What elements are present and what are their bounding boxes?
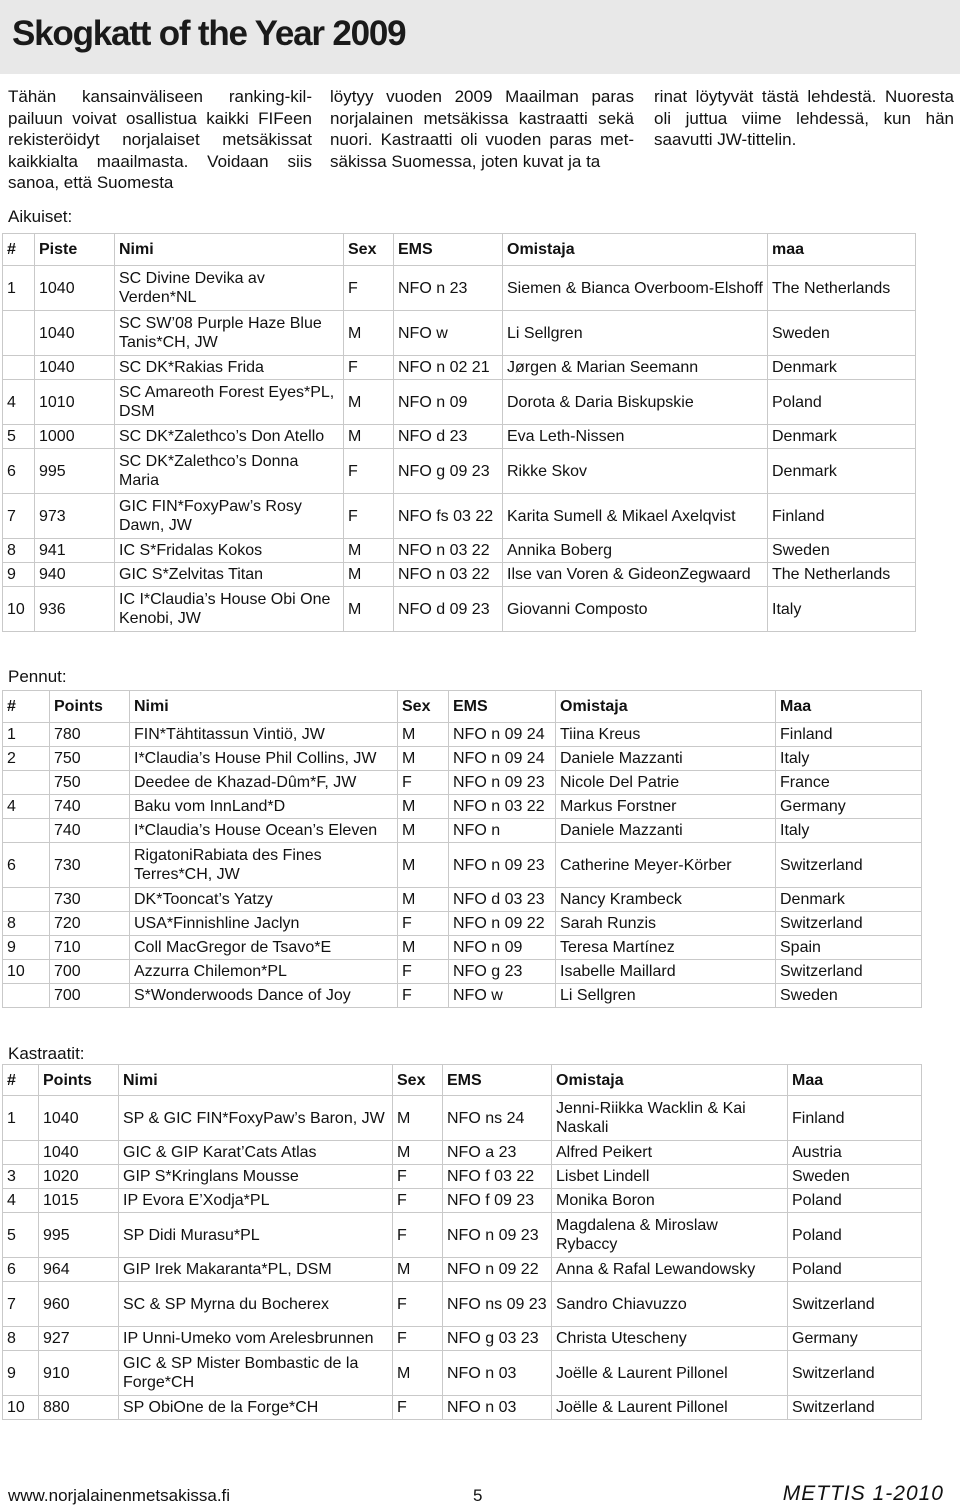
adults-section-label: Aikuiset: [8, 207, 73, 226]
country-cell: Switzerland [776, 912, 922, 936]
rank-cell: 6 [3, 449, 35, 494]
name-cell: SC DK*Rakias Frida [115, 356, 344, 380]
country-cell: Denmark [768, 449, 916, 494]
owner-cell: Daniele Mazzanti [556, 747, 776, 771]
country-cell: Poland [788, 1258, 922, 1282]
points-cell: 995 [35, 449, 115, 494]
sex-cell: F [393, 1189, 443, 1213]
col-header-points: Piste [35, 234, 115, 266]
points-cell: 910 [39, 1351, 119, 1396]
owner-cell: Dorota & Daria Biskupskie [503, 380, 768, 425]
col-header-ems: EMS [443, 1065, 552, 1096]
owner-cell: Alfred Peikert [552, 1141, 788, 1165]
country-cell: Sweden [776, 984, 922, 1008]
col-header-country: Maa [776, 691, 922, 723]
rank-cell: 10 [3, 587, 35, 632]
points-cell: 750 [50, 771, 130, 795]
ems-cell: NFO f 03 22 [443, 1165, 552, 1189]
country-cell: Sweden [788, 1165, 922, 1189]
col-header-owner: Omistaja [556, 691, 776, 723]
owner-cell: Li Sellgren [556, 984, 776, 1008]
sex-cell: F [344, 266, 394, 311]
rank-cell [3, 888, 50, 912]
points-cell: 964 [39, 1258, 119, 1282]
rank-cell: 5 [3, 425, 35, 449]
rank-cell [3, 819, 50, 843]
country-cell: Switzerland [776, 960, 922, 984]
name-cell: Deedee de Khazad-Dûm*F, JW [130, 771, 398, 795]
table-row [3, 266, 916, 311]
name-cell: Coll MacGregor de Tsavo*E [130, 936, 398, 960]
points-cell: 740 [50, 795, 130, 819]
name-cell: SP & GIC FIN*FoxyPaw’s Baron, JW [119, 1096, 393, 1141]
rank-cell: 2 [3, 747, 50, 771]
col-header-rank: # [3, 234, 35, 266]
name-cell: DK*Tooncat’s Yatzy [130, 888, 398, 912]
table-row [3, 819, 922, 843]
rank-cell: 9 [3, 1351, 39, 1396]
name-cell: SC DK*Zalethco’s Don Atello [115, 425, 344, 449]
ems-cell: NFO n [449, 819, 556, 843]
name-cell: Baku vom InnLand*D [130, 795, 398, 819]
owner-cell: Nicole Del Patrie [556, 771, 776, 795]
ems-cell: NFO ns 09 23 [443, 1282, 552, 1327]
table-row [3, 888, 922, 912]
ems-cell: NFO d 23 [394, 425, 503, 449]
rank-cell [3, 356, 35, 380]
adults-table-body [3, 266, 916, 632]
table-row [3, 1141, 922, 1165]
ems-cell: NFO fs 03 22 [394, 494, 503, 539]
col-header-rank: # [3, 1065, 39, 1096]
sex-cell: F [398, 984, 449, 1008]
rank-cell: 9 [3, 936, 50, 960]
owner-cell: Anna & Rafal Lewandowsky [552, 1258, 788, 1282]
points-cell: 700 [50, 984, 130, 1008]
name-cell: IC S*Fridalas Kokos [115, 539, 344, 563]
table-row [3, 960, 922, 984]
owner-cell: Isabelle Maillard [556, 960, 776, 984]
points-cell: 1040 [39, 1096, 119, 1141]
ems-cell: NFO n 09 22 [449, 912, 556, 936]
sex-cell: M [344, 425, 394, 449]
points-cell: 995 [39, 1213, 119, 1258]
page-title: Skogkatt of the Year 2009 [12, 14, 406, 53]
rank-cell [3, 311, 35, 356]
country-cell: Finland [788, 1096, 922, 1141]
ems-cell: NFO n 09 [449, 936, 556, 960]
rank-cell: 1 [3, 266, 35, 311]
ems-cell: NFO n 09 24 [449, 723, 556, 747]
points-cell: 710 [50, 936, 130, 960]
ems-cell: NFO g 23 [449, 960, 556, 984]
col-header-name: Nimi [130, 691, 398, 723]
col-header-name: Nimi [115, 234, 344, 266]
adults-table [2, 233, 916, 632]
table-row [3, 1258, 922, 1282]
col-header-rank: # [3, 691, 50, 723]
sex-cell: M [344, 539, 394, 563]
kittens-table [2, 690, 922, 1008]
name-cell: IP Unni-Umeko vom Arelesbrunnen [119, 1327, 393, 1351]
points-cell: 1040 [35, 266, 115, 311]
name-cell: I*Claudia’s House Phil Collins, JW [130, 747, 398, 771]
owner-cell: Karita Sumell & Mikael Axelqvist [503, 494, 768, 539]
points-cell: 1040 [39, 1141, 119, 1165]
rank-cell: 10 [3, 1396, 39, 1420]
country-cell: Poland [788, 1189, 922, 1213]
rank-cell: 3 [3, 1165, 39, 1189]
rank-cell: 10 [3, 960, 50, 984]
country-cell: Denmark [768, 425, 916, 449]
ems-cell: NFO ns 24 [443, 1096, 552, 1141]
sex-cell: F [393, 1327, 443, 1351]
sex-cell: M [398, 723, 449, 747]
table-row [3, 587, 916, 632]
sex-cell: F [393, 1396, 443, 1420]
sex-cell: M [398, 795, 449, 819]
name-cell: SC SW’08 Purple Haze Blue Tanis*CH, JW [115, 311, 344, 356]
sex-cell: F [398, 771, 449, 795]
sex-cell: F [393, 1213, 443, 1258]
country-cell: Switzerland [788, 1351, 922, 1396]
magazine-issue: METTIS 1-2010 [782, 1482, 944, 1505]
sex-cell: F [398, 912, 449, 936]
table-row [3, 723, 922, 747]
points-cell: 880 [39, 1396, 119, 1420]
neuters-table-body [3, 1096, 922, 1420]
ems-cell: NFO n 03 22 [394, 539, 503, 563]
ems-cell: NFO n 23 [394, 266, 503, 311]
intro-column-2: löytyy vuoden 2009 Maailman paras norjalainen metsäkissa kastraatti sekä nuori. Kastraatti oli vuoden paras metsäkissa Suomessa, joten kuvat ja ta [330, 87, 634, 171]
country-cell: Poland [768, 380, 916, 425]
name-cell: I*Claudia’s House Ocean’s Eleven [130, 819, 398, 843]
name-cell: S*Wonderwoods Dance of Joy [130, 984, 398, 1008]
name-cell: GIC & SP Mister Bombastic de la Forge*CH [119, 1351, 393, 1396]
name-cell: GIC FIN*FoxyPaw’s Rosy Dawn, JW [115, 494, 344, 539]
col-header-sex: Sex [344, 234, 394, 266]
country-cell: Italy [776, 747, 922, 771]
owner-cell: Catherine Meyer-Körber [556, 843, 776, 888]
name-cell: SC Amareoth Forest Eyes*PL, DSM [115, 380, 344, 425]
table-row [3, 1327, 922, 1351]
ems-cell: NFO n 09 23 [449, 843, 556, 888]
page-number: 5 [473, 1486, 483, 1505]
ems-cell: NFO a 23 [443, 1141, 552, 1165]
name-cell: SC DK*Zalethco’s Donna Maria [115, 449, 344, 494]
country-cell: Denmark [768, 356, 916, 380]
table-row [3, 936, 922, 960]
country-cell: Germany [776, 795, 922, 819]
ems-cell: NFO n 03 22 [449, 795, 556, 819]
owner-cell: Tiina Kreus [556, 723, 776, 747]
owner-cell: Nancy Krambeck [556, 888, 776, 912]
footer-url: www.norjalainenmetsakissa.fi [8, 1486, 231, 1505]
ems-cell: NFO n 02 21 [394, 356, 503, 380]
owner-cell: Siemen & Bianca Overboom-Elshoff [503, 266, 768, 311]
owner-cell: Daniele Mazzanti [556, 819, 776, 843]
sex-cell: F [344, 494, 394, 539]
sex-cell: M [398, 888, 449, 912]
country-cell: The Netherlands [768, 563, 916, 587]
table-row [3, 539, 916, 563]
table-row [3, 843, 922, 888]
rank-cell [3, 984, 50, 1008]
rank-cell: 4 [3, 795, 50, 819]
ems-cell: NFO n 09 23 [449, 771, 556, 795]
points-cell: 730 [50, 888, 130, 912]
points-cell: 780 [50, 723, 130, 747]
owner-cell: Jørgen & Marian Seemann [503, 356, 768, 380]
rank-cell: 8 [3, 912, 50, 936]
table-row [3, 449, 916, 494]
intro-column-1: Tähän kansainväliseen ranking-kilpailuun voivat osallistua kaikki FIFeen rekisteröidyt norjalaiset metsäkissat kaikkialta maailmasta. Voidaan siis sanoa, että Suomesta [8, 87, 312, 192]
owner-cell: Ilse van Voren & GideonZegwaard [503, 563, 768, 587]
points-cell: 1010 [35, 380, 115, 425]
points-cell: 1040 [35, 356, 115, 380]
country-cell: Switzerland [776, 843, 922, 888]
name-cell: SP ObiOne de la Forge*CH [119, 1396, 393, 1420]
ems-cell: NFO n 09 24 [449, 747, 556, 771]
table-row [3, 563, 916, 587]
points-cell: 960 [39, 1282, 119, 1327]
kittens-section-label: Pennut: [8, 667, 67, 686]
ems-cell: NFO n 03 [443, 1351, 552, 1396]
sex-cell: M [398, 936, 449, 960]
owner-cell: Magdalena & Miroslaw Rybaccy [552, 1213, 788, 1258]
neuters-table [2, 1064, 922, 1420]
country-cell: Italy [768, 587, 916, 632]
table-row [3, 1351, 922, 1396]
table-row [3, 1282, 922, 1327]
points-cell: 940 [35, 563, 115, 587]
col-header-country: maa [768, 234, 916, 266]
country-cell: Finland [768, 494, 916, 539]
col-header-points: Points [50, 691, 130, 723]
col-header-country: Maa [788, 1065, 922, 1096]
points-cell: 720 [50, 912, 130, 936]
points-cell: 730 [50, 843, 130, 888]
name-cell: GIP S*Kringlans Mousse [119, 1165, 393, 1189]
points-cell: 1040 [35, 311, 115, 356]
table-row [3, 380, 916, 425]
sex-cell: F [344, 356, 394, 380]
sex-cell: M [398, 819, 449, 843]
country-cell: Austria [788, 1141, 922, 1165]
country-cell: Switzerland [788, 1282, 922, 1327]
rank-cell [3, 1141, 39, 1165]
sex-cell: M [393, 1141, 443, 1165]
table-row [3, 747, 922, 771]
country-cell: Finland [776, 723, 922, 747]
name-cell: SP Didi Murasu*PL [119, 1213, 393, 1258]
owner-cell: Lisbet Lindell [552, 1165, 788, 1189]
name-cell: Azzurra Chilemon*PL [130, 960, 398, 984]
owner-cell: Monika Boron [552, 1189, 788, 1213]
col-header-owner: Omistaja [552, 1065, 788, 1096]
owner-cell: Li Sellgren [503, 311, 768, 356]
table-row [3, 1096, 922, 1141]
rank-cell: 7 [3, 1282, 39, 1327]
name-cell: IC I*Claudia’s House Obi One Kenobi, JW [115, 587, 344, 632]
col-header-name: Nimi [119, 1065, 393, 1096]
table-row [3, 771, 922, 795]
sex-cell: M [393, 1258, 443, 1282]
col-header-points: Points [39, 1065, 119, 1096]
rank-cell: 6 [3, 1258, 39, 1282]
col-header-owner: Omistaja [503, 234, 768, 266]
table-row [3, 1396, 922, 1420]
intro-column-3: rinat löytyvät tästä lehdestä. Nuoresta oli juttua viime lehdessä, kun hän saavutti JW-tittelin. [654, 87, 954, 149]
country-cell: The Netherlands [768, 266, 916, 311]
country-cell: Poland [788, 1213, 922, 1258]
table-row [3, 356, 916, 380]
table-row [3, 984, 922, 1008]
points-cell: 1020 [39, 1165, 119, 1189]
country-cell: Denmark [776, 888, 922, 912]
rank-cell: 4 [3, 1189, 39, 1213]
col-header-sex: Sex [398, 691, 449, 723]
table-row [3, 494, 916, 539]
country-cell: Sweden [768, 539, 916, 563]
sex-cell: F [393, 1282, 443, 1327]
country-cell: France [776, 771, 922, 795]
points-cell: 740 [50, 819, 130, 843]
owner-cell: Markus Forstner [556, 795, 776, 819]
ems-cell: NFO n 03 [443, 1396, 552, 1420]
points-cell: 1000 [35, 425, 115, 449]
name-cell: GIC S*Zelvitas Titan [115, 563, 344, 587]
country-cell: Sweden [768, 311, 916, 356]
sex-cell: M [344, 311, 394, 356]
table-row [3, 425, 916, 449]
col-header-sex: Sex [393, 1065, 443, 1096]
owner-cell: Sarah Runzis [556, 912, 776, 936]
rank-cell: 7 [3, 494, 35, 539]
sex-cell: M [398, 843, 449, 888]
owner-cell: Teresa Martínez [556, 936, 776, 960]
owner-cell: Annika Boberg [503, 539, 768, 563]
table-row [3, 1165, 922, 1189]
points-cell: 941 [35, 539, 115, 563]
points-cell: 750 [50, 747, 130, 771]
ems-cell: NFO n 09 23 [443, 1213, 552, 1258]
rank-cell: 1 [3, 723, 50, 747]
name-cell: GIP Irek Makaranta*PL, DSM [119, 1258, 393, 1282]
sex-cell: F [393, 1165, 443, 1189]
neuters-section-label: Kastraatit: [8, 1044, 85, 1063]
col-header-ems: EMS [449, 691, 556, 723]
sex-cell: M [393, 1351, 443, 1396]
owner-cell: Eva Leth-Nissen [503, 425, 768, 449]
kittens-table-body [3, 723, 922, 1008]
rank-cell: 5 [3, 1213, 39, 1258]
rank-cell: 8 [3, 539, 35, 563]
ems-cell: NFO f 09 23 [443, 1189, 552, 1213]
ems-cell: NFO w [449, 984, 556, 1008]
name-cell: SC Divine Devika av Verden*NL [115, 266, 344, 311]
name-cell: GIC & GIP Karat’Cats Atlas [119, 1141, 393, 1165]
ems-cell: NFO d 09 23 [394, 587, 503, 632]
rank-cell: 6 [3, 843, 50, 888]
owner-cell: Sandro Chiavuzzo [552, 1282, 788, 1327]
sex-cell: M [398, 747, 449, 771]
ems-cell: NFO n 03 22 [394, 563, 503, 587]
country-cell: Switzerland [788, 1396, 922, 1420]
points-cell: 700 [50, 960, 130, 984]
sex-cell: M [344, 563, 394, 587]
table-row [3, 1189, 922, 1213]
owner-cell: Rikke Skov [503, 449, 768, 494]
country-cell: Italy [776, 819, 922, 843]
owner-cell: Joëlle & Laurent Pillonel [552, 1351, 788, 1396]
owner-cell: Jenni-Riikka Wacklin & Kai Naskali [552, 1096, 788, 1141]
table-row [3, 795, 922, 819]
rank-cell [3, 771, 50, 795]
points-cell: 927 [39, 1327, 119, 1351]
ems-cell: NFO n 09 [394, 380, 503, 425]
sex-cell: M [344, 587, 394, 632]
points-cell: 936 [35, 587, 115, 632]
owner-cell: Giovanni Composto [503, 587, 768, 632]
ems-cell: NFO n 09 22 [443, 1258, 552, 1282]
name-cell: RigatoniRabiata des Fines Terres*CH, JW [130, 843, 398, 888]
table-row [3, 1213, 922, 1258]
ems-cell: NFO d 03 23 [449, 888, 556, 912]
ems-cell: NFO g 09 23 [394, 449, 503, 494]
sex-cell: F [398, 960, 449, 984]
owner-cell: Christa Utescheny [552, 1327, 788, 1351]
table-row [3, 311, 916, 356]
name-cell: FIN*Tähtitassun Vintiö, JW [130, 723, 398, 747]
name-cell: IP Evora E’Xodja*PL [119, 1189, 393, 1213]
rank-cell: 1 [3, 1096, 39, 1141]
ems-cell: NFO w [394, 311, 503, 356]
rank-cell: 8 [3, 1327, 39, 1351]
points-cell: 973 [35, 494, 115, 539]
name-cell: USA*Finnishline Jaclyn [130, 912, 398, 936]
country-cell: Germany [788, 1327, 922, 1351]
table-row [3, 912, 922, 936]
sex-cell: M [393, 1096, 443, 1141]
owner-cell: Joëlle & Laurent Pillonel [552, 1396, 788, 1420]
name-cell: SC & SP Myrna du Bocherex [119, 1282, 393, 1327]
rank-cell: 9 [3, 563, 35, 587]
sex-cell: F [344, 449, 394, 494]
ems-cell: NFO g 03 23 [443, 1327, 552, 1351]
points-cell: 1015 [39, 1189, 119, 1213]
sex-cell: M [344, 380, 394, 425]
country-cell: Spain [776, 936, 922, 960]
col-header-ems: EMS [394, 234, 503, 266]
rank-cell: 4 [3, 380, 35, 425]
title-bar [0, 0, 960, 74]
